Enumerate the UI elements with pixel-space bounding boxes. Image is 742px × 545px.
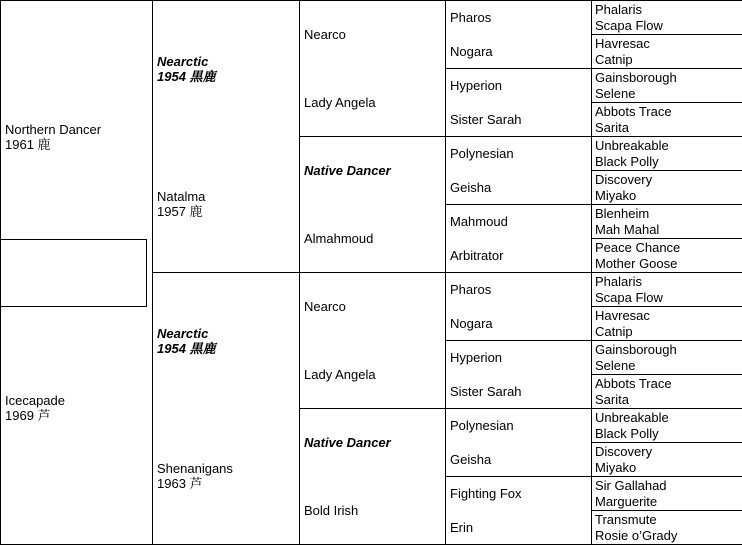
horse-entry: Hyperion	[450, 350, 503, 366]
horse-detail: 1969 芦	[5, 408, 51, 424]
dam-name: Scapa Flow	[595, 290, 663, 305]
gen5-pair	[592, 443, 742, 476]
gen4-cell-6	[446, 341, 592, 409]
horse-entry: Polynesian	[450, 146, 514, 162]
subject-box	[0, 239, 147, 307]
gen2-entries	[153, 273, 299, 544]
gen3-cell-4	[300, 409, 446, 545]
gen4-cell-4	[446, 205, 592, 273]
horse-entry: Polynesian	[450, 418, 514, 434]
gen5-cell-6	[592, 171, 742, 205]
sire-name: Blenheim	[595, 206, 650, 221]
gen3-entries	[300, 1, 445, 136]
gen4-cell-5	[446, 273, 592, 341]
horse-name: Nearctic	[157, 325, 209, 341]
sire-name: Sir Gallahad	[595, 478, 667, 493]
gen5-cell-2	[592, 35, 742, 69]
horse-entry-shenanigans	[153, 461, 299, 491]
horse-detail: 1963 芦	[157, 476, 203, 492]
horse-entry-northern-dancer	[1, 122, 152, 152]
gen3-cell-2	[300, 137, 446, 273]
horse-entry: Nogara	[450, 315, 493, 331]
gen4-entries	[446, 341, 591, 408]
sire-name: Discovery	[595, 444, 653, 459]
dam-name: Mother Goose	[595, 256, 678, 271]
sire-name: Havresac	[595, 36, 650, 51]
gen2-cell-top	[153, 1, 300, 273]
gen5-pair	[592, 409, 742, 442]
horse-detail: 1954 黒鹿	[157, 68, 216, 84]
dam-name: Selene	[595, 86, 636, 101]
horse-entry: Arbitrator	[450, 247, 504, 263]
horse-entry-native-dancer: Native Dancer	[304, 435, 391, 451]
gen5-pair	[592, 35, 742, 68]
gen5-cell-11	[592, 341, 742, 375]
gen3-entries	[300, 273, 445, 408]
horse-entry: Lady Angela	[304, 94, 376, 110]
horse-entry: Lady Angela	[304, 366, 376, 382]
gen5-cell-12	[592, 375, 742, 409]
gen3-cell-3	[300, 273, 446, 409]
sire-name: Phalaris	[595, 2, 642, 17]
gen5-pair	[592, 341, 742, 374]
horse-entry-native-dancer: Native Dancer	[304, 163, 391, 179]
gen5-cell-10	[592, 307, 742, 341]
horse-entry: Hyperion	[450, 78, 503, 94]
gen4-entries	[446, 409, 591, 476]
sire-name: Peace Chance	[595, 240, 681, 255]
horse-entry-nearctic	[153, 326, 299, 356]
sire-name: Unbreakable	[595, 138, 669, 153]
dam-name: Rosie o’Grady	[595, 528, 678, 543]
gen4-entries	[446, 477, 591, 544]
gen5-cell-7	[592, 205, 742, 239]
sire-name: Gainsborough	[595, 70, 677, 85]
gen5-cell-5	[592, 137, 742, 171]
dam-name: Black Polly	[595, 154, 659, 169]
dam-name: Mah Mahal	[595, 222, 660, 237]
horse-name: Shenanigans	[157, 461, 233, 477]
gen5-cell-15	[592, 477, 742, 511]
gen4-cell-1	[446, 1, 592, 69]
sire-name: Transmute	[595, 512, 657, 527]
dam-name: Selene	[595, 358, 636, 373]
dam-name: Black Polly	[595, 426, 659, 441]
sire-name: Havresac	[595, 308, 650, 323]
gen3-entries	[300, 409, 445, 544]
gen5-pair	[592, 205, 742, 238]
gen4-cell-2	[446, 69, 592, 137]
gen4-cell-3	[446, 137, 592, 205]
gen5-pair	[592, 1, 742, 34]
gen5-pair	[592, 307, 742, 340]
gen4-entries	[446, 69, 591, 136]
horse-entry: Bold Irish	[304, 502, 359, 518]
horse-entry: Geisha	[450, 179, 492, 195]
gen2-entries	[153, 1, 299, 272]
dam-name: Scapa Flow	[595, 18, 663, 33]
gen5-cell-14	[592, 443, 742, 477]
gen5-pair	[592, 511, 742, 544]
sire-name: Unbreakable	[595, 410, 669, 425]
gen3-cell-1	[300, 1, 446, 137]
horse-name: Nearctic	[157, 53, 209, 69]
dam-name: Miyako	[595, 188, 637, 203]
horse-entry: Geisha	[450, 451, 492, 467]
gen4-entries	[446, 205, 591, 272]
horse-entry: Sister Sarah	[450, 383, 522, 399]
gen4-cell-8	[446, 477, 592, 545]
gen5-pair	[592, 103, 742, 136]
horse-name: Natalma	[157, 189, 206, 205]
gen5-cell-9	[592, 273, 742, 307]
horse-entry: Pharos	[450, 282, 492, 298]
horse-detail: 1954 黒鹿	[157, 340, 216, 356]
horse-entry: Mahmoud	[450, 214, 508, 230]
horse-detail: 1961 鹿	[5, 136, 51, 152]
dam-name: Catnip	[595, 324, 633, 339]
horse-entry: Nearco	[304, 299, 346, 315]
horse-name: Icecapade	[5, 393, 65, 409]
gen4-entries	[446, 1, 591, 68]
horse-entry: Nearco	[304, 27, 346, 43]
dam-name: Sarita	[595, 392, 629, 407]
dam-name: Sarita	[595, 120, 629, 135]
horse-name: Northern Dancer	[5, 121, 102, 137]
gen5-pair	[592, 375, 742, 408]
gen5-cell-3	[592, 69, 742, 103]
sire-name: Gainsborough	[595, 342, 677, 357]
gen4-entries	[446, 273, 591, 340]
dam-name: Miyako	[595, 460, 637, 475]
gen5-cell-4	[592, 103, 742, 137]
gen4-entries	[446, 137, 591, 204]
dam-name: Catnip	[595, 52, 633, 67]
sire-name: Abbots Trace	[595, 104, 672, 119]
gen5-cell-13	[592, 409, 742, 443]
gen5-pair	[592, 273, 742, 306]
horse-entry: Almahmoud	[304, 230, 374, 246]
sire-name: Phalaris	[595, 274, 642, 289]
horse-entry-icecapade	[1, 393, 152, 423]
gen4-cell-7	[446, 409, 592, 477]
horse-entry: Sister Sarah	[450, 111, 522, 127]
horse-entry: Fighting Fox	[450, 486, 522, 502]
gen3-entries	[300, 137, 445, 272]
dam-name: Marguerite	[595, 494, 658, 509]
sire-name: Abbots Trace	[595, 376, 672, 391]
gen5-pair	[592, 69, 742, 102]
horse-entry: Pharos	[450, 10, 492, 26]
gen5-cell-16	[592, 511, 742, 545]
horse-detail: 1957 鹿	[157, 204, 203, 220]
horse-entry: Nogara	[450, 43, 493, 59]
gen5-cell-1	[592, 1, 742, 35]
gen5-pair	[592, 477, 742, 510]
horse-entry-nearctic	[153, 54, 299, 84]
horse-entry: Erin	[450, 519, 474, 535]
gen2-cell-bottom	[153, 273, 300, 545]
sire-name: Discovery	[595, 172, 653, 187]
horse-entry-natalma	[153, 189, 299, 219]
gen5-pair	[592, 171, 742, 204]
gen5-pair	[592, 137, 742, 170]
gen5-pair	[592, 239, 742, 272]
gen5-cell-8	[592, 239, 742, 273]
